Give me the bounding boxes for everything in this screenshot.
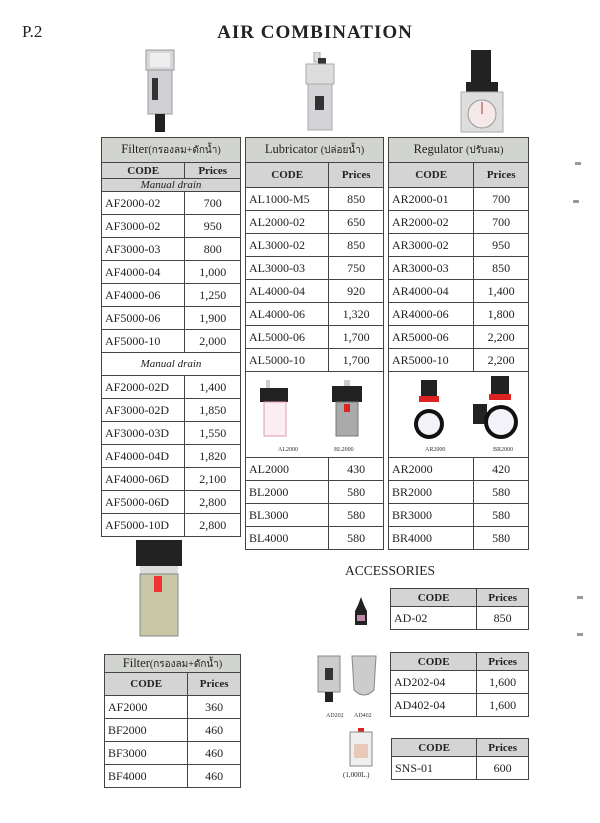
table-row: [389, 257, 529, 280]
table-row: [391, 607, 529, 630]
product-price: 1,900: [185, 307, 241, 330]
prices-header: Prices: [477, 653, 529, 671]
scan-mark: [575, 162, 581, 165]
table-title-thai: (ปล่อยน้ำ): [320, 145, 365, 156]
product-code: AL4000-04: [246, 280, 329, 303]
prices-header: Prices: [185, 163, 241, 179]
table-row: [389, 458, 529, 481]
product-code: AR3000-02: [389, 234, 474, 257]
product-price: 460: [188, 742, 241, 765]
product-price: 800: [185, 238, 241, 261]
image-caption: AR2000: [425, 447, 446, 453]
product-code: AD-02: [391, 607, 477, 630]
prices-header: Prices: [188, 673, 241, 696]
product-code: AF3000-02: [102, 215, 185, 238]
product-code: AF3000-02D: [102, 399, 185, 422]
lubricator-table-title: [246, 138, 384, 163]
product-price: 850: [474, 257, 529, 280]
ad02-product-image: [354, 597, 368, 627]
table-row: [102, 514, 241, 537]
product-code: AR2000-01: [389, 188, 474, 211]
product-price: 850: [329, 188, 384, 211]
product-code: AR4000-06: [389, 303, 474, 326]
table-row: [102, 284, 241, 307]
product-code: AD402-04: [391, 694, 477, 717]
table-title-thai: (ปรับลม): [465, 145, 504, 156]
product-price: 1,550: [185, 422, 241, 445]
product-price: 1,250: [185, 284, 241, 307]
code-header: CODE: [389, 163, 474, 188]
code-header: CODE: [102, 163, 185, 179]
table-row: [391, 671, 529, 694]
table-row: [102, 330, 241, 353]
image-caption: BR2000: [493, 447, 514, 453]
code-header: CODE: [392, 739, 477, 757]
product-code: AF2000-02D: [102, 376, 185, 399]
scan-mark: [577, 596, 583, 599]
ad202-ad402-product-image: [316, 654, 378, 710]
code-header: CODE: [391, 653, 477, 671]
product-price: 850: [329, 234, 384, 257]
regulator-table-title: [389, 138, 529, 163]
product-price: 580: [329, 481, 384, 504]
product-price: 920: [329, 280, 384, 303]
prices-header: Prices: [477, 739, 529, 757]
table-row: [389, 527, 529, 550]
table-row: [389, 280, 529, 303]
product-code: AR5000-06: [389, 326, 474, 349]
accessory-table-ad202: [390, 652, 529, 717]
bf-filter-product-image: [136, 540, 182, 640]
accessory-table-ad02: [390, 588, 529, 630]
table-title-text: Filter: [121, 142, 149, 156]
table-row: [392, 757, 529, 780]
product-code: AF5000-06: [102, 307, 185, 330]
product-code: AL3000-02: [246, 234, 329, 257]
product-code: AL3000-03: [246, 257, 329, 280]
product-price: 420: [474, 458, 529, 481]
table-row: [246, 481, 384, 504]
sns01-oil-can-image: [348, 728, 374, 768]
table-row: [389, 481, 529, 504]
product-code: BL2000: [246, 481, 329, 504]
product-price: 1,700: [329, 349, 384, 372]
product-price: 1,400: [185, 376, 241, 399]
filter-table-title: [105, 655, 241, 673]
product-code: AF4000-06D: [102, 468, 185, 491]
br2000-product-image: [473, 376, 519, 444]
product-code: BL3000: [246, 504, 329, 527]
table-row: [102, 422, 241, 445]
table-title-thai: (กรองลม+ดักน้ำ): [149, 658, 223, 670]
product-price: 950: [474, 234, 529, 257]
table-row: [102, 238, 241, 261]
table-row: [102, 399, 241, 422]
table-title-thai: (กรองลม+ดักน้ำ): [148, 145, 221, 156]
product-price: 2,200: [474, 349, 529, 372]
section-label: Manual drain: [102, 353, 241, 376]
product-code: BR2000: [389, 481, 474, 504]
prices-header: Prices: [474, 163, 529, 188]
table-row: [105, 696, 241, 719]
section-label: Manual drain: [102, 179, 241, 192]
product-code: AL2000: [246, 458, 329, 481]
can-caption: (1,000L.): [343, 771, 370, 779]
product-price: 1,320: [329, 303, 384, 326]
table-row: [105, 719, 241, 742]
product-price: 360: [188, 696, 241, 719]
product-code: AF3000-03: [102, 238, 185, 261]
product-price: 1,850: [185, 399, 241, 422]
product-price: 700: [185, 192, 241, 215]
product-price: 580: [474, 481, 529, 504]
table-row: [246, 349, 384, 372]
product-price: 700: [474, 211, 529, 234]
product-code: BF4000: [105, 765, 188, 788]
code-header: CODE: [246, 163, 329, 188]
product-code: AF2000: [105, 696, 188, 719]
product-code: AF2000-02: [102, 192, 185, 215]
product-price: 650: [329, 211, 384, 234]
table-row: [102, 491, 241, 514]
table-title-text: Regulator: [413, 142, 463, 156]
table-row: [102, 445, 241, 468]
product-code: AF5000-10: [102, 330, 185, 353]
product-price: 750: [329, 257, 384, 280]
product-price: 2,800: [185, 491, 241, 514]
product-code: AR2000-02: [389, 211, 474, 234]
filter-price-table-2: [104, 654, 241, 788]
table-row: [102, 215, 241, 238]
product-code: AF5000-10D: [102, 514, 185, 537]
code-header: CODE: [105, 673, 188, 696]
product-code: BR3000: [389, 504, 474, 527]
product-price: 1,000: [185, 261, 241, 284]
table-row: [391, 694, 529, 717]
product-price: 430: [329, 458, 384, 481]
product-code: AR2000: [389, 458, 474, 481]
product-code: BF2000: [105, 719, 188, 742]
regulator-images-cell: [389, 372, 529, 458]
table-row: [246, 458, 384, 481]
regulator-price-table: [388, 137, 529, 550]
product-price: 950: [185, 215, 241, 238]
product-code: AR4000-04: [389, 280, 474, 303]
product-code: AF5000-06D: [102, 491, 185, 514]
prices-header: Prices: [329, 163, 384, 188]
product-price: 580: [474, 504, 529, 527]
product-price: 850: [477, 607, 529, 630]
lubricator-images-cell: [246, 372, 384, 458]
image-caption: AD402: [354, 713, 372, 719]
table-row: [246, 280, 384, 303]
product-code: AF4000-06: [102, 284, 185, 307]
image-caption: BL2000: [334, 447, 354, 453]
scan-mark: [577, 633, 583, 636]
table-row: [389, 349, 529, 372]
product-price: 1,800: [474, 303, 529, 326]
table-row: [389, 326, 529, 349]
prices-header: Prices: [477, 589, 529, 607]
table-row: [389, 211, 529, 234]
accessories-heading: ACCESSORIES: [345, 563, 436, 578]
product-price: 2,800: [185, 514, 241, 537]
product-code: AR3000-03: [389, 257, 474, 280]
regulator-product-image: [458, 48, 508, 136]
table-row: [102, 468, 241, 491]
table-row: [389, 234, 529, 257]
table-row: [105, 742, 241, 765]
table-row: [389, 504, 529, 527]
product-code: BR4000: [389, 527, 474, 550]
table-row: [246, 504, 384, 527]
table-row: [246, 303, 384, 326]
product-price: 580: [474, 527, 529, 550]
table-row: [102, 261, 241, 284]
table-row: [246, 234, 384, 257]
product-code: BL4000: [246, 527, 329, 550]
bl2000-product-image: [330, 378, 364, 440]
filter-table-title: [102, 138, 241, 163]
table-row: [105, 765, 241, 788]
product-code: AL5000-06: [246, 326, 329, 349]
product-price: 700: [474, 188, 529, 211]
table-row: [102, 192, 241, 215]
product-code: AF4000-04D: [102, 445, 185, 468]
table-row: [246, 326, 384, 349]
product-price: 2,200: [474, 326, 529, 349]
product-price: 460: [188, 719, 241, 742]
table-row: [246, 188, 384, 211]
product-code: BF3000: [105, 742, 188, 765]
table-row: [389, 303, 529, 326]
product-code: AL1000-M5: [246, 188, 329, 211]
product-price: 460: [188, 765, 241, 788]
table-row: [246, 257, 384, 280]
table-row: [389, 188, 529, 211]
product-code: AL5000-10: [246, 349, 329, 372]
al2000-product-image: [258, 378, 292, 440]
table-row: [246, 527, 384, 550]
product-price: 1,820: [185, 445, 241, 468]
product-price: 1,600: [477, 694, 529, 717]
product-code: AL4000-06: [246, 303, 329, 326]
ar2000-product-image: [411, 380, 447, 444]
product-price: 1,600: [477, 671, 529, 694]
table-row: [102, 307, 241, 330]
image-caption: AL2000: [278, 447, 298, 453]
product-price: 1,700: [329, 326, 384, 349]
filter-price-table: [101, 137, 241, 537]
lubricator-price-table: [245, 137, 384, 550]
product-code: AD202-04: [391, 671, 477, 694]
product-price: 600: [477, 757, 529, 780]
table-row: [246, 211, 384, 234]
table-title-text: Lubricator: [264, 142, 318, 156]
scan-mark: [573, 200, 579, 203]
product-code: AF4000-04: [102, 261, 185, 284]
product-price: 2,100: [185, 468, 241, 491]
filter-product-image: [140, 48, 180, 134]
page-number: P.2: [22, 22, 43, 41]
table-title-text: Filter: [122, 655, 150, 670]
product-code: AL2000-02: [246, 211, 329, 234]
product-code: AF3000-03D: [102, 422, 185, 445]
table-row: [102, 376, 241, 399]
product-price: 580: [329, 527, 384, 550]
product-code: SNS-01: [392, 757, 477, 780]
product-code: AR5000-10: [389, 349, 474, 372]
lubricator-product-image: [300, 52, 340, 134]
product-price: 580: [329, 504, 384, 527]
product-price: 2,000: [185, 330, 241, 353]
image-caption: AD202: [326, 713, 344, 719]
page-title: AIR COMBINATION: [217, 22, 413, 43]
product-price: 1,400: [474, 280, 529, 303]
accessory-table-sns01: [391, 738, 529, 780]
code-header: CODE: [391, 589, 477, 607]
